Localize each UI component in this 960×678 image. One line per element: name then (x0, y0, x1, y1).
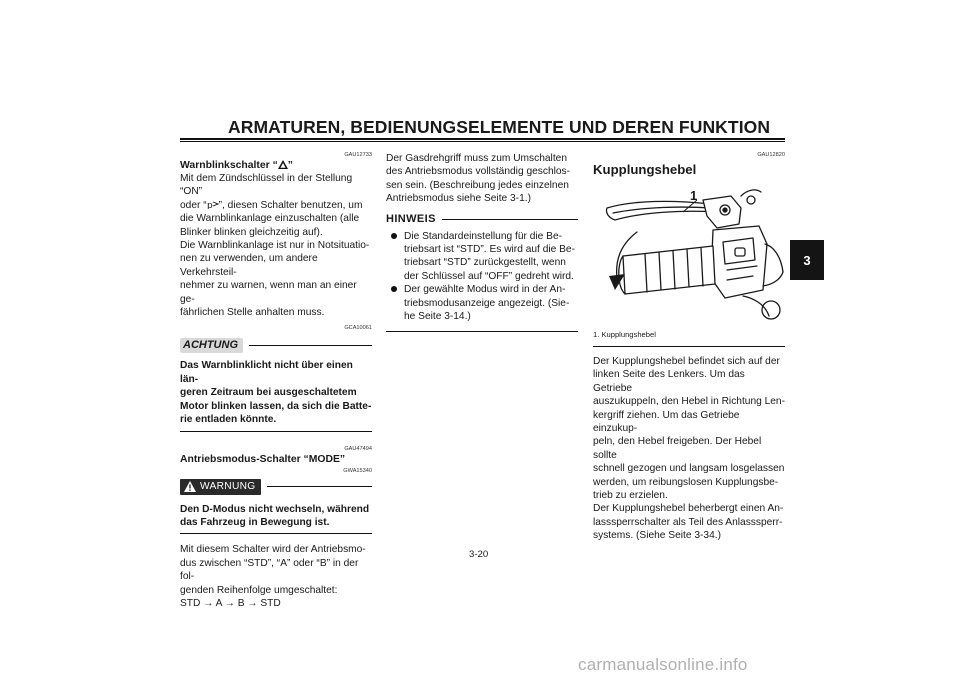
clutch-lever-heading: Kupplungshebel (593, 162, 697, 177)
column-3 (593, 152, 785, 543)
chapter-tab[interactable]: 3 (790, 240, 824, 280)
signal-rule (249, 345, 372, 346)
clutch-lever-illustration (593, 186, 785, 326)
column-2 (386, 152, 578, 332)
achtung-signal-row (180, 335, 372, 355)
achtung-label: ACHTUNG (180, 338, 243, 353)
hazard-triangle-icon (278, 160, 288, 169)
column-1 (180, 152, 372, 610)
warnung-label: WARNUNG (200, 480, 256, 492)
achtung-text: Das Warnblinklicht nicht über einen län- geren Zeitraum bei ausgeschaltetem Motor blinken lassen, da sich die Batte- rie entladen könnte. (180, 360, 372, 426)
page-header-title: ARMATUREN, BEDIENUNGSELEMENTE UND DEREN FUNKTION (228, 117, 771, 137)
doc-code: GCA10061 (344, 325, 372, 332)
header-rule (180, 138, 785, 142)
warning-triangle-icon (184, 481, 196, 492)
warnung-text: Den D-Modus nicht wechseln, während das Fahrzeug in Bewegung ist. (180, 503, 370, 528)
page-number: 3-20 (469, 549, 489, 560)
doc-code: GAU47494 (344, 445, 372, 452)
signal-rule (442, 219, 578, 220)
hazard-paragraph-1 (180, 172, 372, 239)
bullet-dot (391, 233, 397, 239)
figure-caption: 1. Kupplungshebel (593, 330, 785, 347)
hazard-heading-close: ” (287, 160, 293, 171)
warnung-badge (180, 479, 261, 495)
hinweis-bullet (386, 230, 578, 284)
hazard-switch-heading (180, 159, 372, 172)
mode-switch-heading: Antriebsmodus-Schalter “MODE” (180, 453, 346, 465)
warnung-signal-row (180, 477, 372, 497)
watermark[interactable]: carmanualsonline.info (578, 655, 748, 674)
doc-code: GAU12733 (344, 152, 372, 158)
hazard-p1-text: Mit dem Zündschlüssel in der Stellung “ON” oder “ (180, 173, 353, 211)
clutch-paragraph-2: Der Kupplungshebel beherbergt einen An- lasssperrschalter als Teil des Anlasssperr- systems. (Siehe Seite 3-34.) (593, 503, 784, 542)
clutch-paragraph-1: Der Kupplungshebel befindet sich auf der linken Seite des Lenkers. Um das Getriebe auszukuppeln, den Hebel in Richtung Len- kergriff ziehen. Um das Getriebe einzukup- peln, den Hebel freigeben. Der Hebel sollte schnell gezogen und langsam losgelassen werden, um reibungslosen Kupplungsbe- trieb zu erzielen. (593, 356, 785, 502)
doc-code: GWA15340 (343, 467, 372, 474)
achtung-box (180, 359, 372, 431)
hinweis-bullet (386, 283, 578, 323)
svg-text:p: p (206, 200, 213, 209)
hazard-heading-text: Warnblinkschalter “ (180, 160, 278, 171)
mode-sequence: STD → A → B → STD (180, 597, 281, 609)
hazard-paragraph-2: Die Warnblinkanlage ist nur in Notsituatio- nen zu verwenden, um andere Verkehrsteil- nehmer zu warnen, wenn man an einer ge- fährlichen Stelle anhalten muss. (180, 240, 370, 319)
mode-paragraph: Mit diesem Schalter wird der Antriebsmo- dus zwischen “STD”, “A” oder “B” in der fol- genden Reihenfolge umgeschaltet: (180, 544, 366, 596)
signal-rule (267, 486, 372, 487)
clutch-lever-figure (593, 186, 785, 326)
bullet-text: Die Standardeinstellung für die Be- triebsart ist “STD”. Es wird auf die Be- triebsart “STD” zurückgestellt, wenn der Schlüssel auf “OFF” gedreht wird. (404, 230, 575, 282)
bullet-dot (391, 286, 397, 292)
ignition-p-icon (207, 200, 219, 209)
figure-callout: 1 (690, 188, 698, 203)
hinweis-label: HINWEIS (386, 212, 436, 225)
hazard-p1-post: ”, diesen Schalter benutzen, um die Warnblinkanlage einzuschalten (alle Blinker blinken gleichzeitig auf). (180, 199, 363, 238)
hinweis-box (386, 230, 578, 333)
warnung-box (180, 503, 372, 535)
hinweis-row (386, 212, 578, 228)
throttle-paragraph: Der Gasdrehgriff muss zum Umschalten des Antriebsmodus vollständig geschlos- sen sein. (Beschreibung jedes einzelnen Antriebsmodus siehe Seite 3-1.) (386, 153, 571, 205)
bullet-text: Der gewählte Modus wird in der An- triebsmodusanzeige angezeigt. (Sie- he Seite 3-14.) (404, 284, 570, 323)
doc-code: GAU12820 (757, 152, 785, 158)
